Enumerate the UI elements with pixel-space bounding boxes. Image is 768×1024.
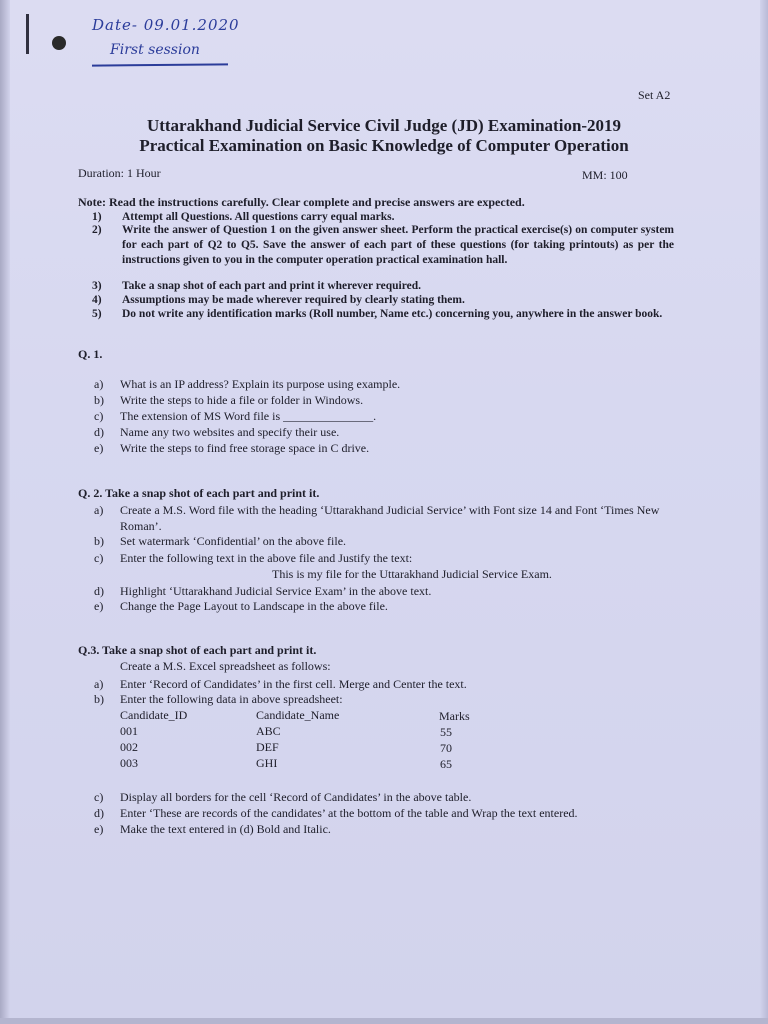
table-cell: 003	[120, 756, 138, 770]
table-cell: 002	[120, 740, 138, 754]
item-letter: d)	[94, 584, 104, 598]
item-letter: e)	[94, 599, 104, 613]
table-cell: 65	[440, 757, 452, 771]
table-cell: ABC	[256, 724, 281, 738]
exam-title: Uttarakhand Judicial Service Civil Judge (JD) Examination-2019	[146, 116, 622, 135]
table-header-candidate-name: Candidate_Name	[256, 708, 340, 722]
q1-heading: Q. 1.	[78, 347, 103, 361]
handwritten-underline	[92, 63, 228, 66]
q2-quote-text: This is my file for the Uttarakhand Judicial Service Exam.	[272, 567, 552, 581]
instruction-item	[92, 307, 674, 322]
item-text: Enter the following data in above spreadsheet:	[120, 692, 343, 706]
item-text: Change the Page Layout to Landscape in the above file.	[120, 599, 388, 613]
list-item	[92, 533, 682, 549]
table-cell: 70	[440, 741, 452, 755]
item-letter: a)	[94, 377, 104, 391]
list-item	[92, 583, 682, 599]
table-cell: 001	[120, 724, 138, 738]
item-letter: d)	[94, 425, 104, 439]
item-text: Set watermark ‘Confidential’ on the above file.	[120, 534, 347, 548]
item-text: Highlight ‘Uttarakhand Judicial Service Exam’ in the above text.	[120, 584, 432, 598]
instruction-text: Take a snap shot of each part and print it wherever required.	[122, 280, 422, 292]
instruction-number: 2)	[92, 224, 102, 236]
item-letter: b)	[94, 393, 104, 407]
item-text: Write the steps to hide a file or folder in Windows.	[120, 393, 364, 407]
list-item	[92, 502, 682, 534]
item-letter: a)	[94, 677, 104, 691]
item-text: Create a M.S. Word file with the heading ‘Uttarakhand Judicial Service’ with Font size 14 and Font ‘Times New Roman’.	[120, 503, 660, 533]
item-letter: e)	[94, 441, 104, 455]
instruction-text: Attempt all Questions. All questions carry equal marks.	[122, 211, 395, 223]
instruction-item	[92, 293, 674, 308]
item-letter: e)	[94, 822, 104, 836]
list-item	[92, 550, 682, 566]
item-letter: d)	[94, 806, 104, 820]
instruction-number: 3)	[92, 280, 102, 292]
max-marks: MM: 100	[582, 168, 628, 182]
handwritten-session: First session	[110, 42, 200, 58]
list-item	[92, 440, 682, 456]
set-code: Set A2	[638, 88, 671, 102]
item-letter: b)	[94, 692, 104, 706]
list-item	[92, 691, 682, 707]
instruction-number: 1)	[92, 211, 102, 223]
item-text: Write the steps to find free storage space in C drive.	[120, 441, 370, 455]
table-cell: DEF	[256, 740, 279, 754]
instruction-text: Do not write any identification marks (Roll number, Name etc.) concerning you, anywhere in the answer book.	[122, 308, 663, 320]
q3-intro: Create a M.S. Excel spreadsheet as follows:	[120, 659, 331, 673]
duration: Duration: 1 Hour	[78, 166, 161, 180]
item-text: Make the text entered in (d) Bold and Italic.	[120, 822, 331, 836]
list-item	[92, 789, 682, 805]
instruction-number: 5)	[92, 308, 102, 320]
item-text: The extension of MS Word file is _______________.	[120, 409, 377, 423]
list-item	[92, 408, 682, 424]
item-letter: b)	[94, 534, 104, 548]
exam-subtitle: Practical Examination on Basic Knowledge of Computer Operation	[139, 136, 629, 155]
list-item	[92, 424, 682, 440]
table-cell: 55	[440, 725, 452, 739]
paper-bottom-edge	[0, 1018, 768, 1024]
instruction-item	[92, 279, 674, 294]
table-header-candidate-id: Candidate_ID	[120, 708, 188, 722]
list-item	[92, 821, 682, 837]
instruction-text: Assumptions may be made wherever required by clearly stating them.	[122, 294, 465, 306]
q2-heading: Q. 2. Take a snap shot of each part and print it.	[78, 486, 320, 500]
item-text: Name any two websites and specify their use.	[120, 425, 340, 439]
item-letter: a)	[94, 503, 104, 517]
q3-heading: Q.3. Take a snap shot of each part and print it.	[78, 643, 317, 657]
punch-hole	[52, 36, 66, 50]
list-item	[92, 392, 682, 408]
instruction-text: Write the answer of Question 1 on the given answer sheet. Perform the practical exercise(s) on computer system for each part of Q2 to Q5. Save the answer of each part of these questions (for taking printouts) as per the instructions given to you in the computer operation practical examination hall.	[122, 224, 674, 266]
table-header-marks: Marks	[439, 709, 470, 723]
item-letter: c)	[94, 790, 104, 804]
list-item	[92, 676, 682, 692]
item-text: What is an IP address? Explain its purpose using example.	[120, 377, 401, 391]
item-letter: c)	[94, 409, 104, 423]
item-text: Enter ‘These are records of the candidates’ at the bottom of the table and Wrap the text entered.	[120, 806, 578, 820]
handwritten-date: Date- 09.01.2020	[92, 16, 240, 34]
staple-mark	[26, 14, 29, 54]
instruction-number: 4)	[92, 294, 102, 306]
item-text: Enter ‘Record of Candidates’ in the first cell. Merge and Center the text.	[120, 677, 467, 691]
table-cell: GHI	[256, 756, 278, 770]
instruction-item	[92, 223, 674, 268]
item-text: Display all borders for the cell ‘Record of Candidates’ in the above table.	[120, 790, 472, 804]
list-item	[92, 598, 682, 614]
list-item	[92, 805, 682, 821]
item-letter: c)	[94, 551, 104, 565]
item-text: Enter the following text in the above file and Justify the text:	[120, 551, 413, 565]
note: Note: Read the instructions carefully. Clear complete and precise answers are expected.	[78, 195, 525, 209]
list-item	[92, 376, 682, 392]
